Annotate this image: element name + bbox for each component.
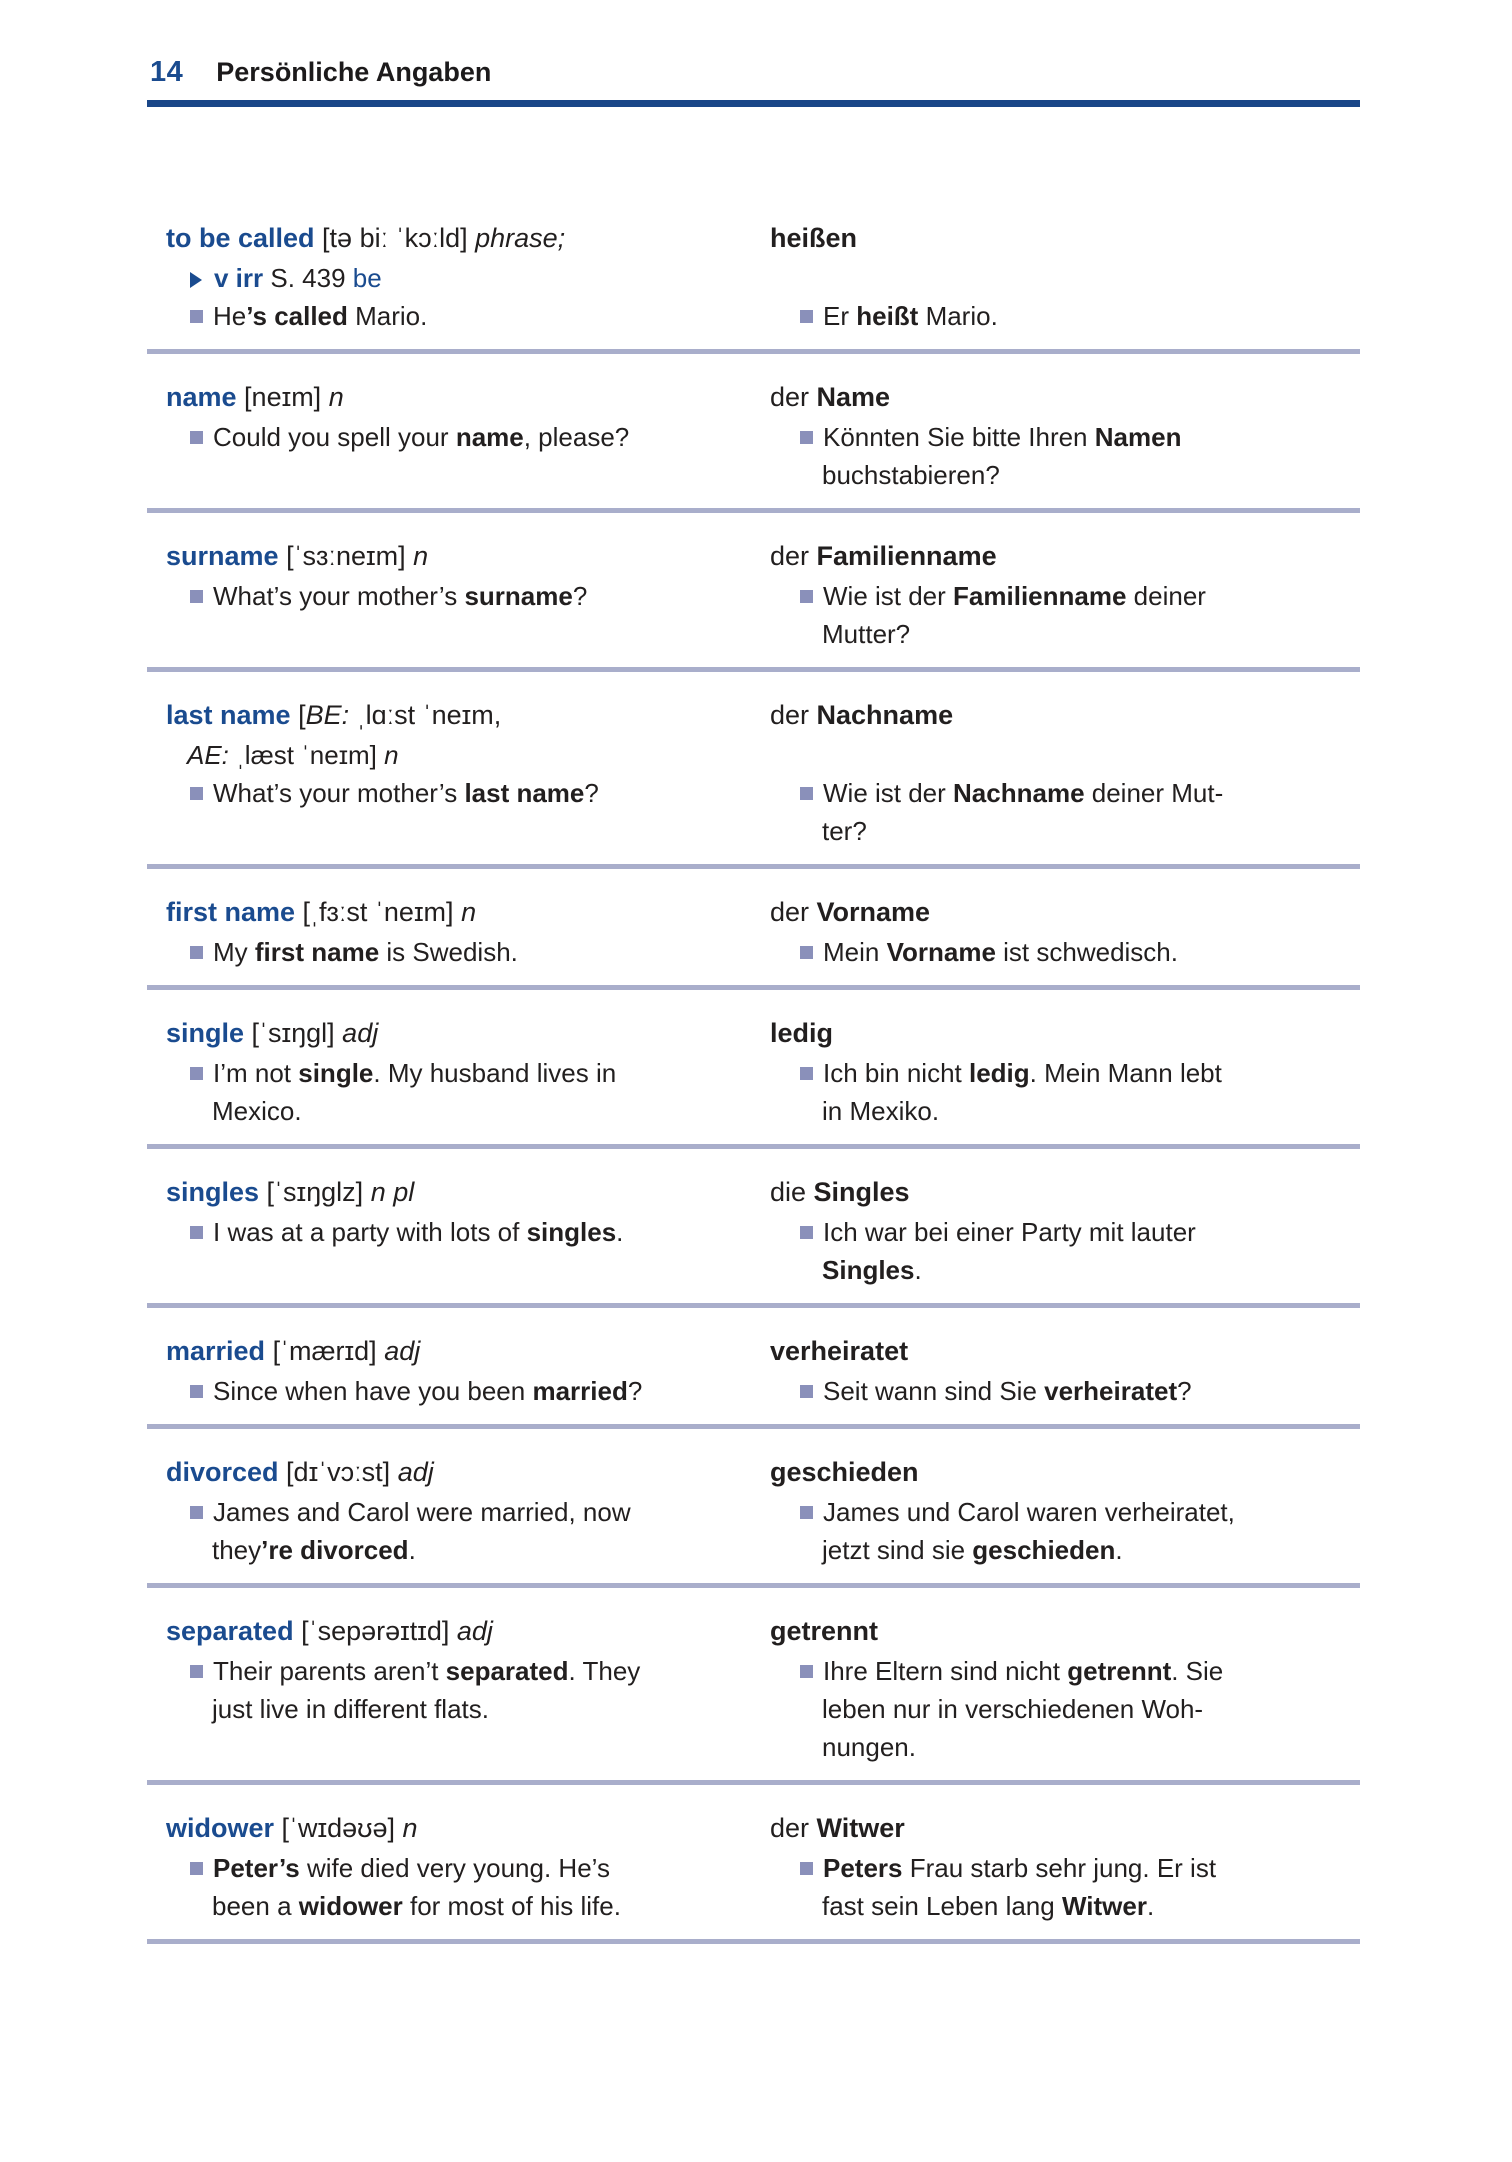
english-headword-block	[147, 1012, 770, 1054]
bold-text: Vorname	[886, 937, 996, 967]
example-bullet-icon	[800, 431, 813, 444]
example-bullet-icon	[190, 1385, 203, 1398]
dictionary-entry	[147, 990, 1360, 1149]
example-line	[770, 1372, 1360, 1410]
text: What’s your mother’s	[213, 581, 465, 611]
bold-text: last name	[464, 778, 585, 808]
text: Ihre Eltern sind nicht	[823, 1656, 1068, 1686]
english-examples-block	[147, 418, 770, 494]
text: Ich bin nicht	[823, 1058, 969, 1088]
bold-text: Familienname	[953, 581, 1127, 611]
text: Mexico.	[212, 1096, 302, 1126]
example-bullet-icon	[800, 946, 813, 959]
translation-line	[770, 376, 1360, 418]
german-headword-block	[770, 1330, 1360, 1372]
text: .	[1115, 1535, 1123, 1565]
text: He	[213, 301, 247, 331]
example-bullet-icon	[800, 787, 813, 800]
example-line	[770, 1849, 1360, 1887]
bold-text: Witwer	[816, 1813, 905, 1843]
translation-line	[770, 1807, 1360, 1849]
text: leben nur in verschiedenen Woh-	[822, 1694, 1204, 1724]
german-examples-block	[770, 577, 1360, 653]
german-examples-block	[770, 418, 1360, 494]
text: [ˈsɪŋgl]	[244, 1018, 343, 1048]
text: Er	[823, 301, 857, 331]
english-examples-block	[147, 1849, 770, 1925]
translation-line	[770, 1330, 1360, 1372]
text: nungen.	[822, 1732, 916, 1762]
headword-line	[166, 1171, 770, 1213]
bold-text: Peters	[823, 1853, 903, 1883]
bold-text: Familienname	[816, 541, 997, 571]
italic-text: n	[413, 541, 429, 571]
example-continuation-line	[770, 615, 1360, 653]
german-headword-block	[770, 1807, 1360, 1849]
text: [tə biː ˈkɔːld]	[314, 223, 476, 253]
text: James und Carol waren verheiratet,	[823, 1497, 1235, 1527]
example-bullet-icon	[190, 787, 203, 800]
italic-text: n	[384, 740, 399, 770]
example-line	[770, 1213, 1360, 1251]
headword-text: name	[166, 382, 237, 412]
example-line	[147, 1213, 770, 1251]
translation-line	[770, 535, 1360, 577]
bold-text: ledig	[968, 1058, 1030, 1088]
text: buchstabieren?	[822, 460, 1000, 490]
english-headword-block	[147, 1330, 770, 1372]
headword-text: separated	[166, 1616, 294, 1646]
bold-text: verheiratet	[770, 1336, 909, 1366]
example-line	[147, 774, 770, 812]
example-bullet-icon	[800, 1385, 813, 1398]
italic-text: n	[328, 382, 344, 412]
translation-line	[770, 1012, 1360, 1054]
german-examples-block	[770, 1372, 1360, 1410]
headword-line	[166, 1610, 770, 1652]
headword-text: first name	[166, 897, 296, 927]
english-headword-block	[147, 1610, 770, 1652]
text: I’m not	[213, 1058, 299, 1088]
text: . Mein Mann lebt	[1029, 1058, 1222, 1088]
translation-line	[770, 1171, 1360, 1213]
english-headword-block	[147, 1451, 770, 1493]
text: wife died very young. He’s	[299, 1853, 610, 1883]
text: der	[770, 382, 817, 412]
translation-line	[770, 891, 1360, 933]
text: Wie ist der	[823, 581, 954, 611]
example-line	[770, 297, 1360, 335]
italic-text: adj	[384, 1336, 421, 1366]
headword-text: surname	[166, 541, 279, 571]
bold-text: ’re divorced	[261, 1535, 409, 1565]
dictionary-entry	[147, 1308, 1360, 1429]
text: for most of his life.	[402, 1891, 621, 1921]
english-examples-block	[147, 933, 770, 971]
example-line	[147, 1652, 770, 1690]
bold-text: Singles	[813, 1177, 910, 1207]
text: Mein	[823, 937, 887, 967]
german-headword-block	[770, 1171, 1360, 1213]
text: der	[770, 1813, 817, 1843]
english-examples-block	[147, 1372, 770, 1410]
example-line	[770, 1493, 1360, 1531]
italic-text: adj	[342, 1018, 379, 1048]
grammar-label: v irr	[214, 263, 264, 293]
example-continuation-line	[770, 1531, 1360, 1569]
dictionary-entry	[147, 195, 1360, 354]
bold-text: widower	[298, 1891, 403, 1921]
example-line	[147, 1372, 770, 1410]
text: in Mexiko.	[822, 1096, 940, 1126]
dictionary-entry	[147, 1785, 1360, 1944]
german-examples-block	[770, 1652, 1360, 1766]
text: [ˈsɪŋglz]	[259, 1177, 371, 1207]
text: .	[616, 1217, 624, 1247]
headword-text: single	[166, 1018, 245, 1048]
dictionary-entry	[147, 1149, 1360, 1308]
example-line	[770, 774, 1360, 812]
text: der	[770, 541, 817, 571]
text: Could you spell your	[213, 422, 456, 452]
example-line	[147, 297, 770, 335]
example-bullet-icon	[190, 1067, 203, 1080]
example-bullet-icon	[190, 1862, 203, 1875]
bold-text: first name	[254, 937, 380, 967]
example-line	[147, 577, 770, 615]
english-headword-block	[147, 694, 770, 774]
text: been a	[212, 1891, 299, 1921]
text: [dɪˈvɔːst]	[278, 1457, 398, 1487]
example-continuation-line	[147, 1531, 770, 1569]
english-examples-block	[147, 297, 770, 335]
text: What’s your mother’s	[213, 778, 465, 808]
example-bullet-icon	[190, 590, 203, 603]
text: .	[1146, 1891, 1155, 1921]
english-examples-block	[147, 1493, 770, 1569]
headword-line	[166, 535, 770, 577]
text: [ˈsepərəɪtɪd]	[293, 1616, 457, 1646]
bold-text: ledig	[770, 1018, 834, 1048]
text: [ˈwɪdəʊə]	[274, 1813, 403, 1843]
example-line	[770, 1054, 1360, 1092]
example-bullet-icon	[800, 1067, 813, 1080]
headword-line	[166, 1012, 770, 1054]
german-examples-block	[770, 297, 1360, 335]
dictionary-entry	[147, 672, 1360, 869]
text: Their parents aren’t	[213, 1656, 446, 1686]
english-examples-block	[147, 1054, 770, 1130]
dictionary-entry	[147, 513, 1360, 672]
headword-line	[166, 694, 770, 736]
headword-line	[166, 1330, 770, 1372]
bold-text: Nachname	[816, 700, 954, 730]
example-bullet-icon	[800, 1226, 813, 1239]
german-headword-block	[770, 535, 1360, 577]
bold-text: heißt	[856, 301, 919, 331]
example-continuation-line	[770, 456, 1360, 494]
german-headword-block	[770, 376, 1360, 418]
example-continuation-line	[770, 1690, 1360, 1728]
german-headword-block	[770, 694, 1360, 774]
page-header	[147, 0, 1360, 89]
bold-text: married	[532, 1376, 628, 1406]
german-headword-block	[770, 1610, 1360, 1652]
german-examples-block	[770, 1213, 1360, 1289]
headword-text: divorced	[166, 1457, 279, 1487]
text: ?	[627, 1376, 643, 1406]
headword-line	[166, 1451, 770, 1493]
example-continuation-line	[147, 1092, 770, 1130]
example-line	[147, 1493, 770, 1531]
text: is Swedish.	[379, 937, 518, 967]
english-examples-block	[147, 1213, 770, 1289]
english-headword-block	[147, 376, 770, 418]
text: James and Carol were married, now	[213, 1497, 631, 1527]
example-line	[770, 1652, 1360, 1690]
bold-text: Peter’s	[213, 1853, 300, 1883]
bold-text: getrennt	[1067, 1656, 1172, 1686]
text: fast sein Leben lang	[822, 1891, 1062, 1921]
german-examples-block	[770, 1849, 1360, 1925]
translation-line	[770, 217, 1360, 259]
bold-text: name	[455, 422, 524, 452]
text: deiner	[1126, 581, 1206, 611]
german-headword-block	[770, 217, 1360, 297]
example-continuation-line	[770, 1728, 1360, 1766]
example-bullet-icon	[190, 431, 203, 444]
text: ist schwedisch.	[995, 937, 1178, 967]
italic-text: n	[461, 897, 477, 927]
text: Seit wann sind Sie	[823, 1376, 1045, 1406]
german-examples-block	[770, 1493, 1360, 1569]
text: . They	[568, 1656, 641, 1686]
bold-text: singles	[526, 1217, 617, 1247]
text: Wie ist der	[823, 778, 954, 808]
text: Ich war bei einer Party mit lauter	[823, 1217, 1196, 1247]
example-line	[147, 418, 770, 456]
bold-text: heißen	[770, 223, 858, 253]
text: deiner Mut-	[1084, 778, 1224, 808]
page-title: Persönliche Angaben	[216, 57, 492, 87]
verb-reference-arrow-icon	[190, 272, 202, 288]
example-bullet-icon	[190, 1226, 203, 1239]
text: ?	[1177, 1376, 1192, 1406]
bold-text: ’s called	[246, 301, 348, 331]
bold-text: geschieden	[770, 1457, 919, 1487]
text: Mario.	[918, 301, 998, 331]
example-continuation-line	[770, 1092, 1360, 1130]
italic-text: AE:	[187, 740, 229, 770]
text: [ˌfɜːst ˈneɪm]	[295, 897, 462, 927]
text: ˌlɑːst ˈneɪm,	[349, 700, 502, 730]
bold-text: Namen	[1094, 422, 1182, 452]
example-bullet-icon	[800, 310, 813, 323]
headword-line	[166, 891, 770, 933]
italic-text: n	[402, 1813, 418, 1843]
example-line	[770, 418, 1360, 456]
example-continuation-line	[770, 812, 1360, 850]
english-headword-block	[147, 891, 770, 933]
example-bullet-icon	[800, 1862, 813, 1875]
text: ?	[584, 778, 599, 808]
italic-text: adj	[456, 1616, 493, 1646]
german-examples-block	[770, 774, 1360, 850]
text: My	[213, 937, 255, 967]
bold-text: Witwer	[1061, 1891, 1147, 1921]
dictionary-entry	[147, 1588, 1360, 1785]
example-continuation-line	[147, 1887, 770, 1925]
bold-text: separated	[445, 1656, 569, 1686]
bold-text: Nachname	[953, 778, 1085, 808]
headword-line	[166, 376, 770, 418]
headword-text: to be called	[166, 223, 315, 253]
dictionary-entry	[147, 1429, 1360, 1588]
headword-text: last name	[166, 700, 291, 730]
text: Since when have you been	[213, 1376, 533, 1406]
example-line	[147, 933, 770, 971]
text: Mario.	[347, 301, 428, 331]
text: Frau starb sehr jung. Er ist	[902, 1853, 1217, 1883]
bold-text: verheiratet	[1044, 1376, 1178, 1406]
bold-text: single	[298, 1058, 374, 1088]
text: ter?	[822, 816, 867, 846]
example-bullet-icon	[800, 1665, 813, 1678]
text: jetzt sind sie	[822, 1535, 973, 1565]
dictionary-entry	[147, 354, 1360, 513]
bold-text: Name	[816, 382, 891, 412]
german-headword-block	[770, 1451, 1360, 1493]
example-continuation-line	[147, 1690, 770, 1728]
text: .	[914, 1255, 922, 1285]
headword-text: married	[166, 1336, 266, 1366]
bold-text: getrennt	[770, 1616, 878, 1646]
dictionary-entry	[147, 869, 1360, 990]
text: ˌlæst ˈneɪm]	[228, 740, 385, 770]
german-examples-block	[770, 933, 1360, 971]
verb-reference-line	[166, 259, 770, 297]
example-bullet-icon	[800, 590, 813, 603]
italic-text: adj	[397, 1457, 434, 1487]
example-continuation-line	[770, 1251, 1360, 1289]
text: [ˈmærɪd]	[265, 1336, 385, 1366]
headword-text: widower	[166, 1813, 275, 1843]
english-headword-block	[147, 535, 770, 577]
headword-line	[166, 1807, 770, 1849]
text: der	[770, 700, 817, 730]
english-headword-block	[147, 1171, 770, 1213]
text: ?	[572, 581, 588, 611]
german-examples-block	[770, 1054, 1360, 1130]
italic-text: phrase;	[475, 223, 566, 253]
example-bullet-icon	[190, 1506, 203, 1519]
headword-line	[166, 217, 770, 259]
text: Könnten Sie bitte Ihren	[823, 422, 1095, 452]
german-headword-block	[770, 891, 1360, 933]
italic-text: BE:	[305, 700, 350, 730]
bold-text: surname	[464, 581, 573, 611]
example-line	[147, 1849, 770, 1887]
text: S. 439	[263, 263, 353, 293]
text: [neɪm]	[236, 382, 329, 412]
example-bullet-icon	[190, 946, 203, 959]
english-examples-block	[147, 1652, 770, 1766]
text: they	[212, 1535, 262, 1565]
headword-text: singles	[166, 1177, 260, 1207]
text: die	[770, 1177, 814, 1207]
header-rule	[147, 100, 1360, 107]
italic-text: n pl	[370, 1177, 415, 1207]
english-examples-block	[147, 577, 770, 653]
page-number: 14	[150, 56, 184, 88]
text: Mutter?	[822, 619, 911, 649]
example-line	[147, 1054, 770, 1092]
bold-text: Vorname	[816, 897, 931, 927]
text: just live in different flats.	[212, 1694, 489, 1724]
text: , please?	[523, 422, 630, 452]
translation-line	[770, 694, 1360, 736]
pronunciation-continuation-line	[166, 736, 770, 774]
example-continuation-line	[770, 1887, 1360, 1925]
english-headword-block	[147, 1807, 770, 1849]
german-headword-block	[770, 1012, 1360, 1054]
entries-list	[147, 195, 1360, 1944]
bold-text: geschieden	[972, 1535, 1116, 1565]
text: I was at a party with lots of	[213, 1217, 527, 1247]
translation-line	[770, 1610, 1360, 1652]
text: .	[408, 1535, 416, 1565]
text: [ˈsɜːneɪm]	[278, 541, 414, 571]
translation-line	[770, 1451, 1360, 1493]
example-bullet-icon	[800, 1506, 813, 1519]
text: [	[290, 700, 306, 730]
english-examples-block	[147, 774, 770, 850]
cross-reference-link: be	[352, 263, 382, 293]
text: . Sie	[1171, 1656, 1224, 1686]
example-line	[770, 933, 1360, 971]
text: der	[770, 897, 817, 927]
example-line	[770, 577, 1360, 615]
page-content	[147, 0, 1360, 1944]
english-headword-block	[147, 217, 770, 297]
example-bullet-icon	[190, 1665, 203, 1678]
example-bullet-icon	[190, 310, 203, 323]
bold-text: Singles	[822, 1255, 915, 1285]
text: . My husband lives in	[373, 1058, 617, 1088]
